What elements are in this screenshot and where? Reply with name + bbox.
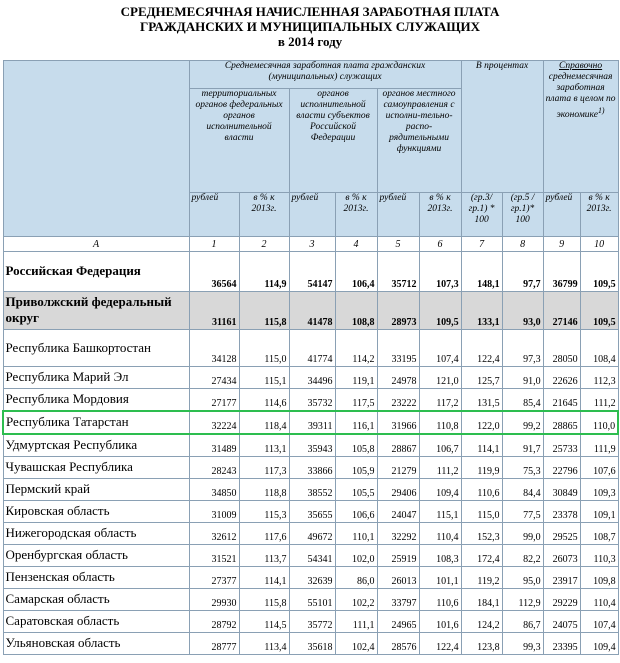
value-cell: 102,0 xyxy=(335,545,377,567)
value-cell: 29229 xyxy=(543,589,580,611)
table-row xyxy=(3,252,618,292)
value-cell: 35712 xyxy=(377,252,419,292)
value-cell: 21279 xyxy=(377,457,419,479)
value-cell: 25919 xyxy=(377,545,419,567)
value-cell: 30849 xyxy=(543,479,580,501)
value-cell: 31489 xyxy=(189,434,239,457)
value-cell: 23395 xyxy=(543,633,580,655)
value-cell: 27434 xyxy=(189,367,239,389)
value-cell: 33797 xyxy=(377,589,419,611)
value-cell: 110,4 xyxy=(580,589,618,611)
value-cell: 122,4 xyxy=(419,633,461,655)
table-row xyxy=(3,545,618,567)
region-name: Пензенская область xyxy=(3,567,189,589)
value-cell: 119,9 xyxy=(461,457,502,479)
table-row xyxy=(3,633,618,655)
value-cell: 29930 xyxy=(189,589,239,611)
table-row xyxy=(3,292,618,330)
value-cell: 125,7 xyxy=(461,367,502,389)
region-name: Российская Федерация xyxy=(3,252,189,292)
column-index-cell: 8 xyxy=(502,237,543,252)
value-cell: 107,4 xyxy=(419,330,461,367)
value-cell: 108,7 xyxy=(580,523,618,545)
header-reference-group xyxy=(543,61,618,193)
value-cell: 32612 xyxy=(189,523,239,545)
value-cell: 99,3 xyxy=(502,633,543,655)
value-cell: 41774 xyxy=(289,330,335,367)
table-row xyxy=(3,589,618,611)
value-cell: 31521 xyxy=(189,545,239,567)
value-cell: 28050 xyxy=(543,330,580,367)
index-row xyxy=(3,237,618,252)
value-cell: 31966 xyxy=(377,411,419,434)
value-cell: 109,8 xyxy=(580,567,618,589)
column-index-cell: 4 xyxy=(335,237,377,252)
value-cell: 22626 xyxy=(543,367,580,389)
value-cell: 27377 xyxy=(189,567,239,589)
value-cell: 38552 xyxy=(289,479,335,501)
value-cell: 49672 xyxy=(289,523,335,545)
unit-pct: в % к 2013г. xyxy=(580,193,618,237)
value-cell: 108,3 xyxy=(419,545,461,567)
ratio-1: (гр.3/ гр.1) * 100 xyxy=(461,193,502,237)
value-cell: 116,1 xyxy=(335,411,377,434)
value-cell: 117,2 xyxy=(419,389,461,412)
value-cell: 110,8 xyxy=(419,411,461,434)
value-cell: 133,1 xyxy=(461,292,502,330)
column-index-cell: 6 xyxy=(419,237,461,252)
table-row xyxy=(3,479,618,501)
value-cell: 105,8 xyxy=(335,434,377,457)
header-reference-text: среднемесячная заработная плата в целом по экономике xyxy=(545,72,616,121)
value-cell: 35772 xyxy=(289,611,335,633)
value-cell: 122,4 xyxy=(461,330,502,367)
value-cell: 22796 xyxy=(543,457,580,479)
unit-rub: рублей xyxy=(377,193,419,237)
value-cell: 28243 xyxy=(189,457,239,479)
value-cell: 110,6 xyxy=(419,589,461,611)
value-cell: 114,2 xyxy=(335,330,377,367)
value-cell: 108,8 xyxy=(335,292,377,330)
value-cell: 114,1 xyxy=(461,434,502,457)
value-cell: 106,6 xyxy=(335,501,377,523)
region-name: Самарская область xyxy=(3,589,189,611)
column-index-cell: 10 xyxy=(580,237,618,252)
value-cell: 28865 xyxy=(543,411,580,434)
value-cell: 106,7 xyxy=(419,434,461,457)
region-name: Оренбургская область xyxy=(3,545,189,567)
unit-rub: рублей xyxy=(543,193,580,237)
table-row xyxy=(3,501,618,523)
value-cell: 23378 xyxy=(543,501,580,523)
value-cell: 119,1 xyxy=(335,367,377,389)
value-cell: 111,2 xyxy=(419,457,461,479)
header-salary-group: Среднемесячная заработная плата гражданских (муниципальных) служащих xyxy=(189,61,461,89)
value-cell: 109,1 xyxy=(580,501,618,523)
value-cell: 111,9 xyxy=(580,434,618,457)
value-cell: 114,1 xyxy=(239,567,289,589)
value-cell: 114,9 xyxy=(239,252,289,292)
value-cell: 113,1 xyxy=(239,434,289,457)
column-index-cell: 2 xyxy=(239,237,289,252)
value-cell: 24075 xyxy=(543,611,580,633)
value-cell: 101,1 xyxy=(419,567,461,589)
value-cell: 109,5 xyxy=(580,252,618,292)
value-cell: 107,6 xyxy=(580,457,618,479)
column-index-cell: А xyxy=(3,237,189,252)
value-cell: 26013 xyxy=(377,567,419,589)
value-cell: 91,0 xyxy=(502,367,543,389)
page-title xyxy=(0,0,620,60)
value-cell: 29406 xyxy=(377,479,419,501)
value-cell: 107,3 xyxy=(419,252,461,292)
value-cell: 36564 xyxy=(189,252,239,292)
unit-pct: в % к 2013г. xyxy=(335,193,377,237)
unit-rub: рублей xyxy=(289,193,335,237)
region-name: Республика Мордовия xyxy=(3,389,189,412)
header-percent-group: В процентах xyxy=(461,61,543,193)
value-cell: 110,1 xyxy=(335,523,377,545)
table-row xyxy=(3,367,618,389)
title-line-2: ГРАЖДАНСКИХ И МУНИЦИПАЛЬНЫХ СЛУЖАЩИХ xyxy=(139,19,481,34)
value-cell: 35655 xyxy=(289,501,335,523)
value-cell: 110,3 xyxy=(580,545,618,567)
value-cell: 35732 xyxy=(289,389,335,412)
value-cell: 115,8 xyxy=(239,292,289,330)
column-index-cell: 7 xyxy=(461,237,502,252)
value-cell: 28777 xyxy=(189,633,239,655)
value-cell: 117,5 xyxy=(335,389,377,412)
header-reference-note: 1) xyxy=(597,106,605,115)
region-name: Чувашская Республика xyxy=(3,457,189,479)
header-local: органов местного самоуправления с исполни-тельно-распо-рядительными функциями xyxy=(377,89,461,193)
column-index-cell: 9 xyxy=(543,237,580,252)
value-cell: 115,3 xyxy=(239,501,289,523)
region-name: Пермский край xyxy=(3,479,189,501)
salary-table xyxy=(2,60,619,655)
unit-pct: в % к 2013г. xyxy=(419,193,461,237)
value-cell: 114,5 xyxy=(239,611,289,633)
value-cell: 23917 xyxy=(543,567,580,589)
unit-rub: рублей xyxy=(189,193,239,237)
value-cell: 32639 xyxy=(289,567,335,589)
table-row xyxy=(3,567,618,589)
value-cell: 39311 xyxy=(289,411,335,434)
value-cell: 131,5 xyxy=(461,389,502,412)
value-cell: 28792 xyxy=(189,611,239,633)
value-cell: 99,2 xyxy=(502,411,543,434)
value-cell: 24978 xyxy=(377,367,419,389)
header-empty-cell xyxy=(3,61,189,237)
value-cell: 109,3 xyxy=(580,479,618,501)
value-cell: 118,4 xyxy=(239,411,289,434)
value-cell: 115,0 xyxy=(239,330,289,367)
value-cell: 99,0 xyxy=(502,523,543,545)
header-executive: органов исполнительной власти субъектов Российской Федерации xyxy=(289,89,377,193)
value-cell: 27146 xyxy=(543,292,580,330)
value-cell: 119,2 xyxy=(461,567,502,589)
value-cell: 85,4 xyxy=(502,389,543,412)
region-name: Нижегородская область xyxy=(3,523,189,545)
value-cell: 109,5 xyxy=(580,292,618,330)
value-cell: 112,3 xyxy=(580,367,618,389)
value-cell: 123,8 xyxy=(461,633,502,655)
ratio-2: (гр.5 / гр.1)* 100 xyxy=(502,193,543,237)
value-cell: 172,4 xyxy=(461,545,502,567)
value-cell: 109,4 xyxy=(419,479,461,501)
value-cell: 107,4 xyxy=(580,611,618,633)
value-cell: 34850 xyxy=(189,479,239,501)
value-cell: 109,5 xyxy=(419,292,461,330)
value-cell: 33195 xyxy=(377,330,419,367)
region-name: Удмуртская Республика xyxy=(3,434,189,457)
value-cell: 25733 xyxy=(543,434,580,457)
value-cell: 110,4 xyxy=(419,523,461,545)
value-cell: 29525 xyxy=(543,523,580,545)
value-cell: 27177 xyxy=(189,389,239,412)
value-cell: 23222 xyxy=(377,389,419,412)
region-name: Кировская область xyxy=(3,501,189,523)
table-row xyxy=(3,434,618,457)
region-name: Приволжский федеральный округ xyxy=(3,292,189,330)
value-cell: 124,2 xyxy=(461,611,502,633)
value-cell: 152,3 xyxy=(461,523,502,545)
value-cell: 148,1 xyxy=(461,252,502,292)
value-cell: 35618 xyxy=(289,633,335,655)
value-cell: 117,6 xyxy=(239,523,289,545)
value-cell: 114,6 xyxy=(239,389,289,412)
value-cell: 95,0 xyxy=(502,567,543,589)
value-cell: 35943 xyxy=(289,434,335,457)
table-row xyxy=(3,611,618,633)
value-cell: 31009 xyxy=(189,501,239,523)
value-cell: 113,4 xyxy=(239,633,289,655)
unit-pct: в % к 2013г. xyxy=(239,193,289,237)
value-cell: 117,3 xyxy=(239,457,289,479)
value-cell: 121,0 xyxy=(419,367,461,389)
value-cell: 24047 xyxy=(377,501,419,523)
value-cell: 115,0 xyxy=(461,501,502,523)
region-name: Республика Татарстан xyxy=(3,411,189,434)
value-cell: 82,2 xyxy=(502,545,543,567)
region-name: Республика Башкортостан xyxy=(3,330,189,367)
value-cell: 102,2 xyxy=(335,589,377,611)
value-cell: 112,9 xyxy=(502,589,543,611)
value-cell: 77,5 xyxy=(502,501,543,523)
region-name: Республика Марий Эл xyxy=(3,367,189,389)
value-cell: 106,4 xyxy=(335,252,377,292)
value-cell: 75,3 xyxy=(502,457,543,479)
table-row xyxy=(3,389,618,412)
value-cell: 26073 xyxy=(543,545,580,567)
value-cell: 34496 xyxy=(289,367,335,389)
value-cell: 184,1 xyxy=(461,589,502,611)
region-name: Саратовская область xyxy=(3,611,189,633)
value-cell: 110,0 xyxy=(580,411,618,434)
value-cell: 110,6 xyxy=(461,479,502,501)
value-cell: 32292 xyxy=(377,523,419,545)
value-cell: 28973 xyxy=(377,292,419,330)
value-cell: 102,4 xyxy=(335,633,377,655)
value-cell: 41478 xyxy=(289,292,335,330)
value-cell: 86,0 xyxy=(335,567,377,589)
region-name: Ульяновская область xyxy=(3,633,189,655)
value-cell: 34128 xyxy=(189,330,239,367)
value-cell: 108,4 xyxy=(580,330,618,367)
table-row xyxy=(3,330,618,367)
value-cell: 101,6 xyxy=(419,611,461,633)
title-line-1: СРЕДНЕМЕСЯЧНАЯ НАЧИСЛЕННАЯ ЗАРАБОТНАЯ ПЛАТА xyxy=(120,4,500,19)
value-cell: 97,3 xyxy=(502,330,543,367)
value-cell: 84,4 xyxy=(502,479,543,501)
value-cell: 118,8 xyxy=(239,479,289,501)
header-territorial: территориальных органов федеральных органов исполнительной власти xyxy=(189,89,289,193)
table-row xyxy=(3,457,618,479)
value-cell: 109,4 xyxy=(580,633,618,655)
value-cell: 54341 xyxy=(289,545,335,567)
title-line-3: в 2014 году xyxy=(277,34,343,49)
header-reference-title: Справочно xyxy=(559,61,603,71)
column-index-cell: 3 xyxy=(289,237,335,252)
value-cell: 97,7 xyxy=(502,252,543,292)
value-cell: 55101 xyxy=(289,589,335,611)
value-cell: 111,2 xyxy=(580,389,618,412)
column-index-cell: 1 xyxy=(189,237,239,252)
value-cell: 115,1 xyxy=(419,501,461,523)
table-row xyxy=(3,411,618,434)
value-cell: 113,7 xyxy=(239,545,289,567)
value-cell: 31161 xyxy=(189,292,239,330)
value-cell: 36799 xyxy=(543,252,580,292)
value-cell: 122,0 xyxy=(461,411,502,434)
value-cell: 54147 xyxy=(289,252,335,292)
table-row xyxy=(3,523,618,545)
value-cell: 115,1 xyxy=(239,367,289,389)
value-cell: 28576 xyxy=(377,633,419,655)
value-cell: 105,5 xyxy=(335,479,377,501)
value-cell: 111,1 xyxy=(335,611,377,633)
value-cell: 93,0 xyxy=(502,292,543,330)
value-cell: 86,7 xyxy=(502,611,543,633)
value-cell: 32224 xyxy=(189,411,239,434)
table-body xyxy=(3,252,618,655)
value-cell: 33866 xyxy=(289,457,335,479)
value-cell: 24965 xyxy=(377,611,419,633)
column-index-cell: 5 xyxy=(377,237,419,252)
value-cell: 105,9 xyxy=(335,457,377,479)
value-cell: 91,7 xyxy=(502,434,543,457)
value-cell: 28867 xyxy=(377,434,419,457)
value-cell: 115,8 xyxy=(239,589,289,611)
value-cell: 21645 xyxy=(543,389,580,412)
